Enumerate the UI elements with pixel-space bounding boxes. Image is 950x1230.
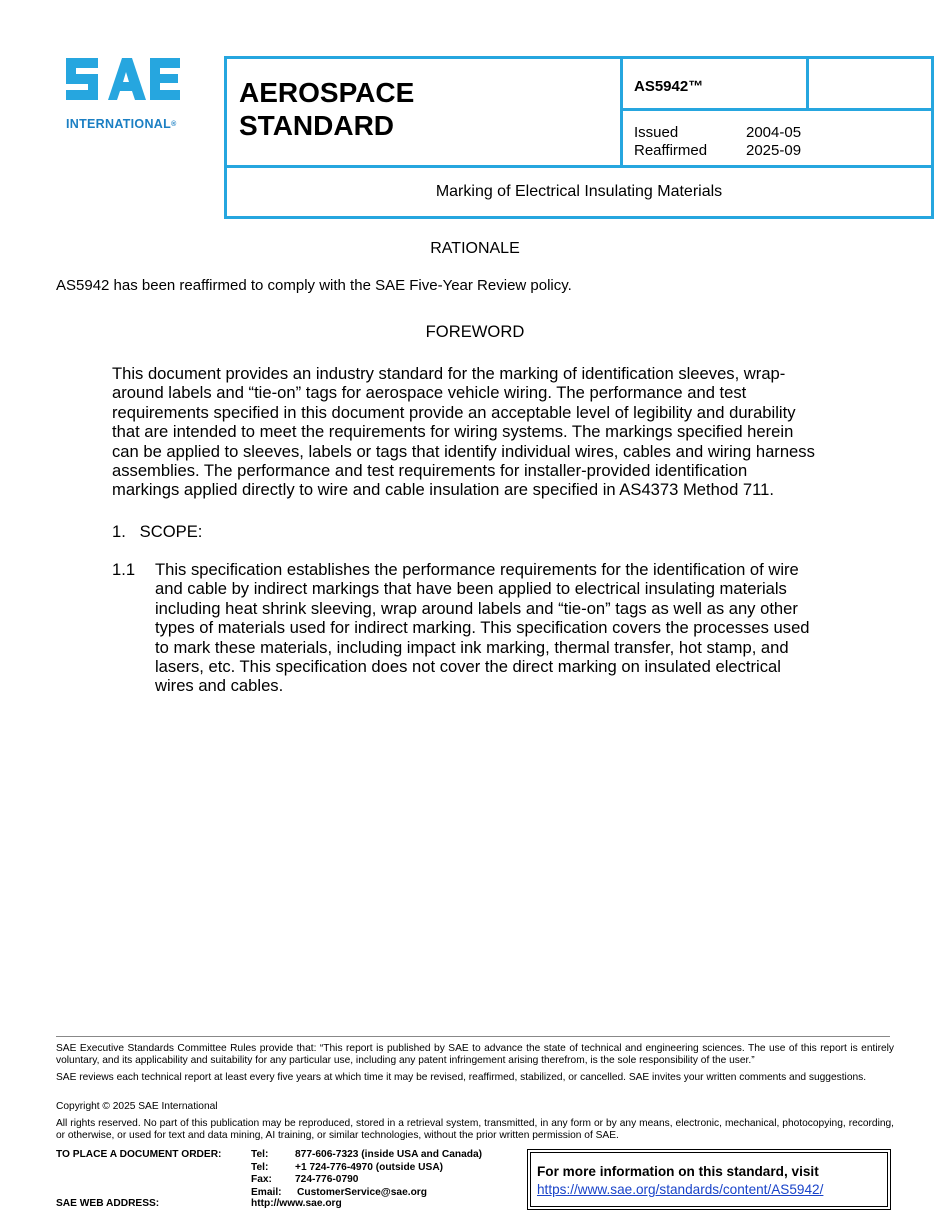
info-title: For more information on this standard, visit (537, 1164, 819, 1179)
reaffirmed-label: Reaffirmed (634, 142, 708, 159)
web-address-link[interactable]: http://www.sae.org (251, 1198, 342, 1209)
footer-review-text: SAE reviews each technical report at least every five years at which time it may be revised, reaffirmed, stabilized, or cancelled. SAE invites your written comments and suggestions. (56, 1072, 867, 1083)
contact-label: Tel: (251, 1162, 269, 1173)
divider (620, 108, 931, 111)
section-1-1-paragraph: This specification establishes the performance requirements for the identification of wire and cable by indirect markings that have been applied to electrical insulating materials including heat shrink sleeving, wrap around labels and “tie-on” tags as well as any other types of materials used for indirect marking. This specification covers the processes used to mark these materials, including impact ink marking, thermal transfer, hot stamp, and lasers, etc. This specification does not cover the direct marking on insulated electrical wires and cables. (155, 560, 810, 696)
web-address-label: SAE WEB ADDRESS: (56, 1198, 160, 1209)
issued-label: Issued (634, 124, 679, 141)
issued-date: 2004-05 (746, 124, 802, 141)
contact-value[interactable]: CustomerService@sae.org (297, 1187, 427, 1198)
standard-url-link[interactable]: https://www.sae.org/standards/content/AS5942/ (537, 1182, 824, 1197)
divider (620, 59, 623, 165)
scope-heading: 1. SCOPE: (112, 522, 203, 541)
foreword-paragraph: This document provides an industry standard for the marking of identification sleeves, wrap- around labels and “tie-on” tags for aerospace vehicle wiring. The performance and test requirements specified in this document provide an acceptable level of legibility and durability that are intended to meet the requirements for wiring systems. The markings specified herein can be applied to sleeves, labels or tags that identify individual wires, cables and wiring harness assemblies. The performance and test requirements for installer-provided identification markings applied directly to wire and cable insulation are specified in AS4373 Method 711. (112, 364, 815, 500)
contact-value: 877-606-7323 (inside USA and Canada) (295, 1149, 483, 1160)
divider (227, 165, 931, 168)
contact-label: Fax: (251, 1174, 272, 1185)
footer-rule (56, 1036, 890, 1037)
document-title: Marking of Electrical Insulating Materials (435, 183, 723, 200)
footer-rights-text: All rights reserved. No part of this publication may be reproduced, stored in a retrieval system, transmitted, in any form or by any means, electronic, mechanical, photocopying, recording, or otherwise, or used for text and data mining, AI training, or similar technologies, without the prior written permission of SAE. (56, 1118, 894, 1141)
contact-label: Email: (251, 1187, 282, 1198)
contact-value: 724-776-0790 (295, 1174, 359, 1185)
rationale-text: AS5942 has been reaffirmed to comply with the SAE Five-Year Review policy. (56, 277, 572, 294)
contact-label: Tel: (251, 1149, 269, 1160)
document-id: AS5942™ (634, 78, 704, 95)
foreword-heading: FOREWORD (425, 322, 525, 341)
document-type: AEROSPACE STANDARD (239, 77, 415, 141)
footer-copyright: Copyright © 2025 SAE International (56, 1101, 218, 1112)
divider (806, 59, 809, 109)
info-box (527, 1149, 891, 1210)
reaffirmed-date: 2025-09 (746, 142, 802, 159)
order-label: TO PLACE A DOCUMENT ORDER: (56, 1149, 222, 1160)
footer-rules-text: SAE Executive Standards Committee Rules provide that: “This report is published by SAE to advance the state of technical and engineering sciences. The use of this report is entirely voluntary, and its applicability and suitability for any particular use, including any patent infringement arising therefrom, is the sole responsibility of the user.” (56, 1043, 894, 1066)
rationale-heading: RATIONALE (430, 240, 520, 257)
contact-value: +1 724-776-4970 (outside USA) (295, 1162, 444, 1173)
header-box (224, 56, 934, 219)
section-number: 1.1 (112, 560, 136, 579)
logo-subtitle: INTERNATIONAL® (66, 117, 177, 131)
